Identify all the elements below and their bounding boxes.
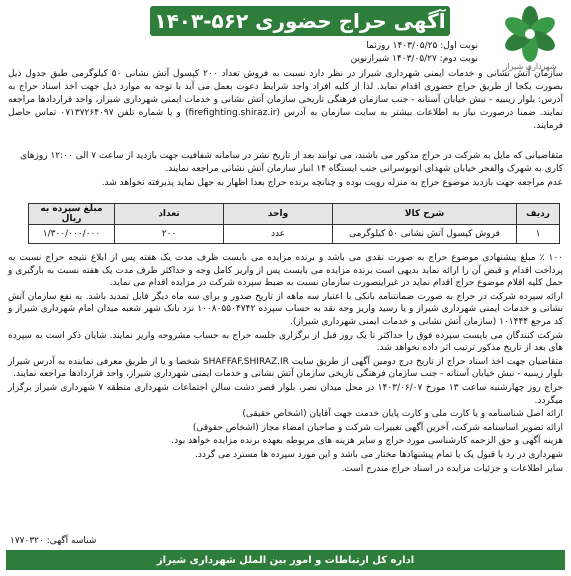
second-publication: نوبت دوم: ۱۴۰۳/۰۵/۲۷ شیرازنوین bbox=[350, 54, 478, 64]
term-item: شرکت کنندگان می بایست سپرده فوق را حداکثر تا یک روز قبل از برگزاری جلسه حراج به حساب مشروحه واریز نمایند. شایان ذکر است به سپرده های بعد از تاریخ مذکور ترتیب اثر داده نخواهد شد. bbox=[8, 330, 563, 354]
col-quantity: تعداد bbox=[115, 204, 224, 225]
term-item: شهرداری در رد یا قبول یک یا تمام پیشنهادها مختار می باشد و این مورد سپرده ها مسترد می گردد. bbox=[195, 449, 563, 460]
col-deposit: مبلغ سپرده به ریال bbox=[29, 204, 115, 225]
term-item: سایر اطلاعات و جزئیات مزایده در اسناد حراج مندرج است. bbox=[341, 463, 563, 474]
col-description: شرح کالا bbox=[333, 204, 517, 225]
cell-quantity: ۲۰۰ bbox=[115, 225, 224, 244]
col-row-number: ردیف bbox=[517, 204, 560, 225]
cell-unit: عدد bbox=[224, 225, 333, 244]
footer-banner: اداره کل ارتباطات و امور بین الملل شهرداری شیراز bbox=[6, 550, 565, 570]
auction-terms bbox=[8, 252, 563, 476]
visit-note: عدم مراجعه جهت بازدید موضوع حراج به منزله رویت بوده و چنانچه برنده حراج بعدا اظهار به جهل نماید پذیرفته نخواهد شد. bbox=[101, 178, 563, 188]
publication-dates bbox=[318, 40, 478, 66]
logo-caption: شهرداری شیراز bbox=[503, 62, 557, 71]
cell-description: فروش کپسول آتش نشانی ۵۰ کیلوگرمی bbox=[333, 225, 517, 244]
auction-items-table bbox=[28, 203, 560, 244]
col-unit: واحد bbox=[224, 204, 333, 225]
term-item: حراج روز چهارشنبه ساعت ۱۳ مورخ ۱۴۰۳/۰۶/۰۷ در محل میدان نصر، بلوار قصر دشت سالن اجتماعات شهرداری منطقه ۷ شهرداری شیراز برگزار میگردد. bbox=[8, 382, 563, 406]
term-item: ارائه تصویر اساسنامه شرکت، آخرین آگهی تغییرات شرکت و صاحبان امضاء مجاز (اشخاص حقوقی) bbox=[192, 422, 563, 433]
term-item: ۱۰۰ ٪ مبلغ پیشنهادی موضوع حراج به صورت نقدی می باشد و برنده مزایده می بایست ظرف مدت یک هفته پس از ابلاغ نتیجه حراج نسبت به پرداخت اقدام و قبض آن را ارائه نماید بدیهی است برنده مزایده می بایست پس از واریز کامل وجه و حداکثر ظرف مدت یک هفته نسبت به بارگیری و حمل کلیه اقلام موضوع حراج اقدام نماید در غیراینصورت سازمان نسبت به ضبط سپرده شرکت در مزایده اقدام می نماید. bbox=[8, 253, 563, 289]
term-item: متقاضیان جهت اخذ اسناد حراج از تاریخ درج دومین آگهی از طریق سایت SHAFFAF.SHIRAZ.IR شخصا و یا از طریق معرفی نماینده به آدرس شیراز بلوار زینبیه - نبش خیابان آستانه - جنب سازمان فرهنگی تاریخی سازمان آتش نشانی و خدمات ایمنی شهرداری شیراز، واحد قراردادها مراجعه نمایند. bbox=[8, 356, 564, 380]
intro-paragraph: سازمان آتش نشانی و خدمات ایمنی شهرداری شیراز در نظر دارد نسبت به فروش تعداد ۲۰۰ کپسول آتش نشانی ۵۰ کیلوگرمی طبق جدول ذیل بصورت یکجا از طریق حراج حضوری اقدام نماید. لذا از کلیه افراد واجد شرایط دعوت بعمل می آید با توجه به موارد ذیل جهت اخذ اسناد حراج به آدرس: بلوار زینبیه - نبش خیابان آستانه - جنب سازمان فرهنگی تاریخی سازمان آتش نشانی و خدمات ایمنی شهرداری شیراز، واحد قراردادها مراجعه نمایند. ضمنا درصورت نیاز به اطلاعات بیشتر به سایت سازمان به آدرس (firefighting.shiraz.ir) و یا شماره تلفن ۰۷۱۳۷۲۶۴۰۹۷ تماس حاصل فرمایند. bbox=[8, 69, 564, 131]
visit-notes bbox=[8, 150, 563, 191]
ad-title: آگهی حراج حضوری ۵۶۲-۱۴۰۳ bbox=[150, 6, 450, 36]
term-item: ارائه اصل شناسنامه و یا کارت ملی و کارت پایان خدمت جهت آقایان (اشخاص حقیقی) bbox=[242, 409, 563, 420]
cell-deposit: ۱/۳۰۰/۰۰۰/۰۰۰ bbox=[29, 225, 115, 244]
table-header-row bbox=[29, 204, 560, 225]
cell-row-number: ۱ bbox=[517, 225, 560, 244]
shiraz-municipality-logo bbox=[495, 4, 565, 68]
table-row bbox=[29, 225, 560, 244]
term-item: هزینه آگهی و حق الزحمه کارشناسی مورد حراج و سایر هزینه های مربوطه بعهده برنده مزایده خواهد بود. bbox=[171, 436, 563, 447]
first-publication: نوبت اول: ۱۴۰۳/۰۵/۲۵ روزنما bbox=[366, 41, 478, 51]
visit-note: متقاضیانی که مایل به شرکت در حراج مذکور می باشند، می توانند بعد از تاریخ نشر در سامانه شفافیت جهت بازدید از ساعت ۷ الی ۱۲:۰۰ روزهای کاری به شهرک والفجر خیابان شهدای اتوبوسرانی جنب ایستگاه ۱۴ انبار سازمان آتش نشانی مراجعه نمایند. bbox=[20, 151, 563, 174]
term-item: ارائه سپرده شرکت در حراج به صورت ضمانتنامه بانکی با اعتبار سه ماهه از تاریخ صدور و برای سه ماه دیگر قابل تمدید باشد. به نفع سازمان آتش نشانی و خدمات ایمنی شهرداری شیراز و یا رسید واریز وجه نقد به حساب سپرده ۱۰۰۸۰۵۵۰۴۷۴۲ نزد بانک شهر شعبه میدان امام شهرداری شیراز و کد مرجع ۱۰۱۴۴۴ (سازمان آتش نشانی و خدمات ایمنی شهرداری شیراز). bbox=[8, 291, 563, 327]
ad-id: شناسه آگهی: ۱۷۷۰۳۲۰ bbox=[10, 536, 97, 546]
